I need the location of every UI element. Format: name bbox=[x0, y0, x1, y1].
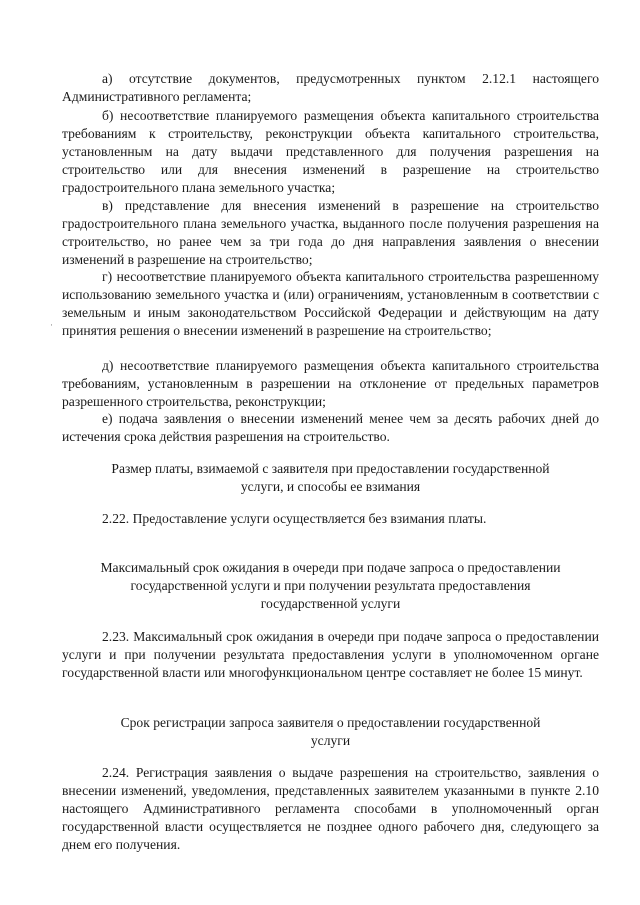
queue-section-heading: Максимальный срок ожидания в очереди при подаче запроса о предоставлении государственной услуги и при получении результата предоставления государственной услуги bbox=[100, 560, 561, 611]
paragraph-v: в) представление для внесения изменений в разрешение на строительство градостроительного плана земельного участка, выданного после получения разрешения на строительство, но ранее чем за три года до дня направления заявления о внесении изменений в разрешение на строительство; bbox=[62, 198, 599, 267]
queue-section-text: 2.23. Максимальный срок ожидания в очереди при подаче запроса о предоставлении услуги и при получении результата предоставления услуги в уполномоченном органе государственной власти или многофункциональном центре составляет не более 15 минут. bbox=[62, 629, 599, 680]
paragraph-b: б) несоответствие планируемого размещения объекта капитального строительства требованиям к строительству, реконструкции объекта капитального строительства, установленным на дату выдачи представленного для получения разрешения на строительство или для внесения изменений в разрешение на строительство градостроительного плана земельного участка; bbox=[62, 108, 599, 195]
scan-speck: · bbox=[50, 320, 53, 330]
fee-section-text: 2.22. Предоставление услуги осуществляется без взимания платы. bbox=[102, 511, 487, 526]
registration-section-heading: Срок регистрации запроса заявителя о предоставлении государственной услуги bbox=[120, 715, 541, 748]
paragraph-e: е) подача заявления о внесении изменений менее чем за десять рабочих дней до истечения срока действия разрешения на строительство. bbox=[62, 411, 599, 444]
paragraph-g: г) несоответствие планируемого объекта капитального строительства разрешенному использованию земельного участка и (или) ограничениям, установленным в соответствии с земельным и иным законодательством Российской Федерации и действующим на дату принятия решения о внесении изменений в разрешение на строительство; bbox=[62, 269, 599, 338]
paragraph-a: а) отсутствие документов, предусмотренных пунктом 2.12.1 настоящего Административного регламента; bbox=[62, 71, 599, 104]
registration-section-text: 2.24. Регистрация заявления о выдаче разрешения на строительство, заявления о внесении изменений, уведомления, представленных заявителем указанными в пункте 2.10 настоящего Административного регламента способами в уполномоченный орган государственной власти осуществляется не позднее одного рабочего дня, следующего за днем его получения. bbox=[62, 765, 599, 852]
paragraph-d: д) несоответствие планируемого размещения объекта капитального строительства требованиям, установленным в разрешении на отклонение от предельных параметров разрешенного строительства, реконструкции; bbox=[62, 358, 599, 409]
fee-section-heading: Размер платы, взимаемой с заявителя при предоставлении государственной услуги, и способы ее взимания bbox=[111, 461, 550, 494]
